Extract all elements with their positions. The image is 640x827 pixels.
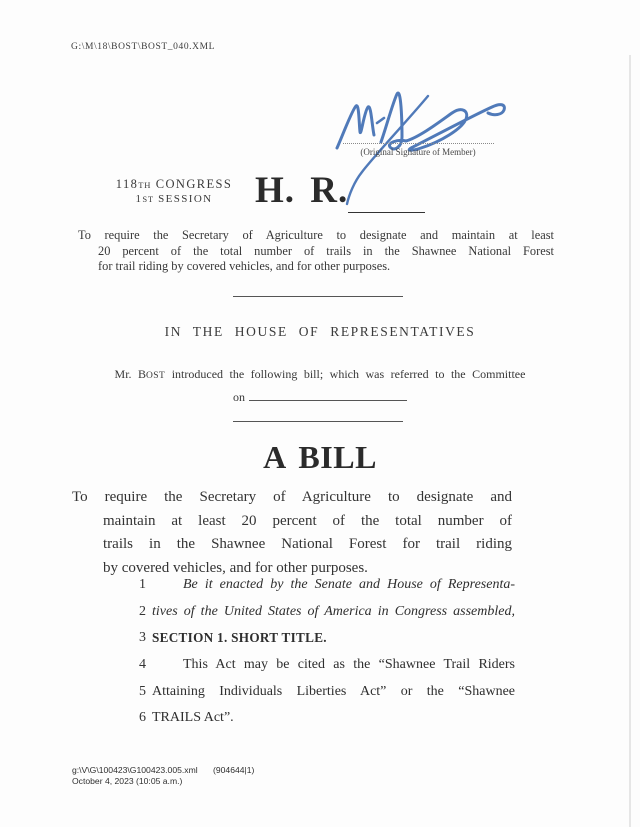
long-title-top [78, 228, 554, 275]
introduction-block [0, 366, 640, 405]
congress-label [104, 177, 244, 192]
bill-type-label: H. R. [255, 170, 349, 211]
sponsor-name: Mr. B [114, 367, 147, 381]
body-line [128, 652, 518, 679]
sponsor-name-smallcaps: OST [146, 371, 166, 381]
line-number: 6 [139, 710, 146, 726]
long-title-line: To require the Secretary of Agriculture to designate and maintain at least [78, 228, 554, 242]
congress-suffix: TH [138, 180, 152, 190]
chamber-heading: IN THE HOUSE OF REPRESENTATIVES [164, 324, 476, 339]
bill-long-title-line: To require the Secretary of Agriculture to designate and [72, 489, 512, 505]
line-number: 1 [139, 577, 146, 592]
line-text: tives of the United States of America in Congress assembled, [152, 603, 515, 619]
separator-rule [233, 296, 403, 297]
bill-long-title-line: by covered vehicles, and for other purposes. [103, 559, 368, 576]
congress-session-block [104, 177, 244, 205]
body-line [128, 572, 518, 599]
body-line [128, 599, 518, 626]
session-number: 1 [135, 193, 143, 205]
bill-long-title [72, 486, 512, 580]
congress-number: 118 [115, 177, 139, 191]
committee-name-blank [249, 389, 407, 401]
footer-block [72, 765, 255, 786]
long-title-line: for trail riding by covered vehicles, and for other purposes. [98, 259, 391, 274]
session-label [104, 193, 244, 205]
session-word: SESSION [158, 193, 213, 205]
body-line [128, 705, 518, 732]
footer-date: October 4, 2023 (10:05 a.m.) [72, 775, 183, 786]
congress-word: CONGRESS [155, 177, 233, 191]
line-number: 2 [139, 603, 146, 619]
separator-rule [233, 421, 403, 422]
bill-long-title-line: maintain at least 20 percent of the total number of [103, 512, 512, 529]
line-number: 3 [139, 630, 146, 646]
footer-file-path: g:\V\G\100423\G100423.005.xml [72, 765, 198, 775]
line-text: Be it enacted by the Senate and House of Representa- [183, 577, 515, 592]
committee-on-word: on [233, 390, 245, 404]
long-title-line: 20 percent of the total number of trails in the Shawnee National Forest [98, 243, 554, 258]
signature-caption: (Original Signature of Member) [360, 147, 476, 157]
bill-heading: A BILL [263, 439, 377, 475]
introduction-text: introduced the following bill; which was referred to the Committee [165, 367, 526, 381]
line-text: SECTION 1. SHORT TITLE. [152, 630, 327, 646]
source-file-path: G:\M\18\BOST\BOST_040.XML [71, 42, 216, 52]
line-text: Attaining Individuals Liberties Act” or the “Shawnee [152, 683, 515, 699]
footer-doc-id: (904644|1) [213, 765, 255, 775]
page-edge-shadow [629, 55, 631, 827]
line-number: 4 [139, 657, 146, 673]
introduction-line [0, 366, 640, 384]
bill-number-blank [348, 212, 425, 213]
body-line [128, 625, 518, 652]
session-suffix: ST [142, 194, 154, 204]
line-text: TRAILS Act”. [152, 710, 234, 726]
line-number: 5 [139, 683, 146, 699]
legislative-text [128, 572, 518, 732]
committee-line [0, 389, 640, 405]
bill-long-title-line: trails in the Shawnee National Forest for trail riding [103, 536, 512, 553]
signature-dotted-line [343, 133, 494, 144]
body-line [128, 679, 518, 706]
line-text: This Act may be cited as the “Shawnee Trail Riders [183, 657, 515, 673]
